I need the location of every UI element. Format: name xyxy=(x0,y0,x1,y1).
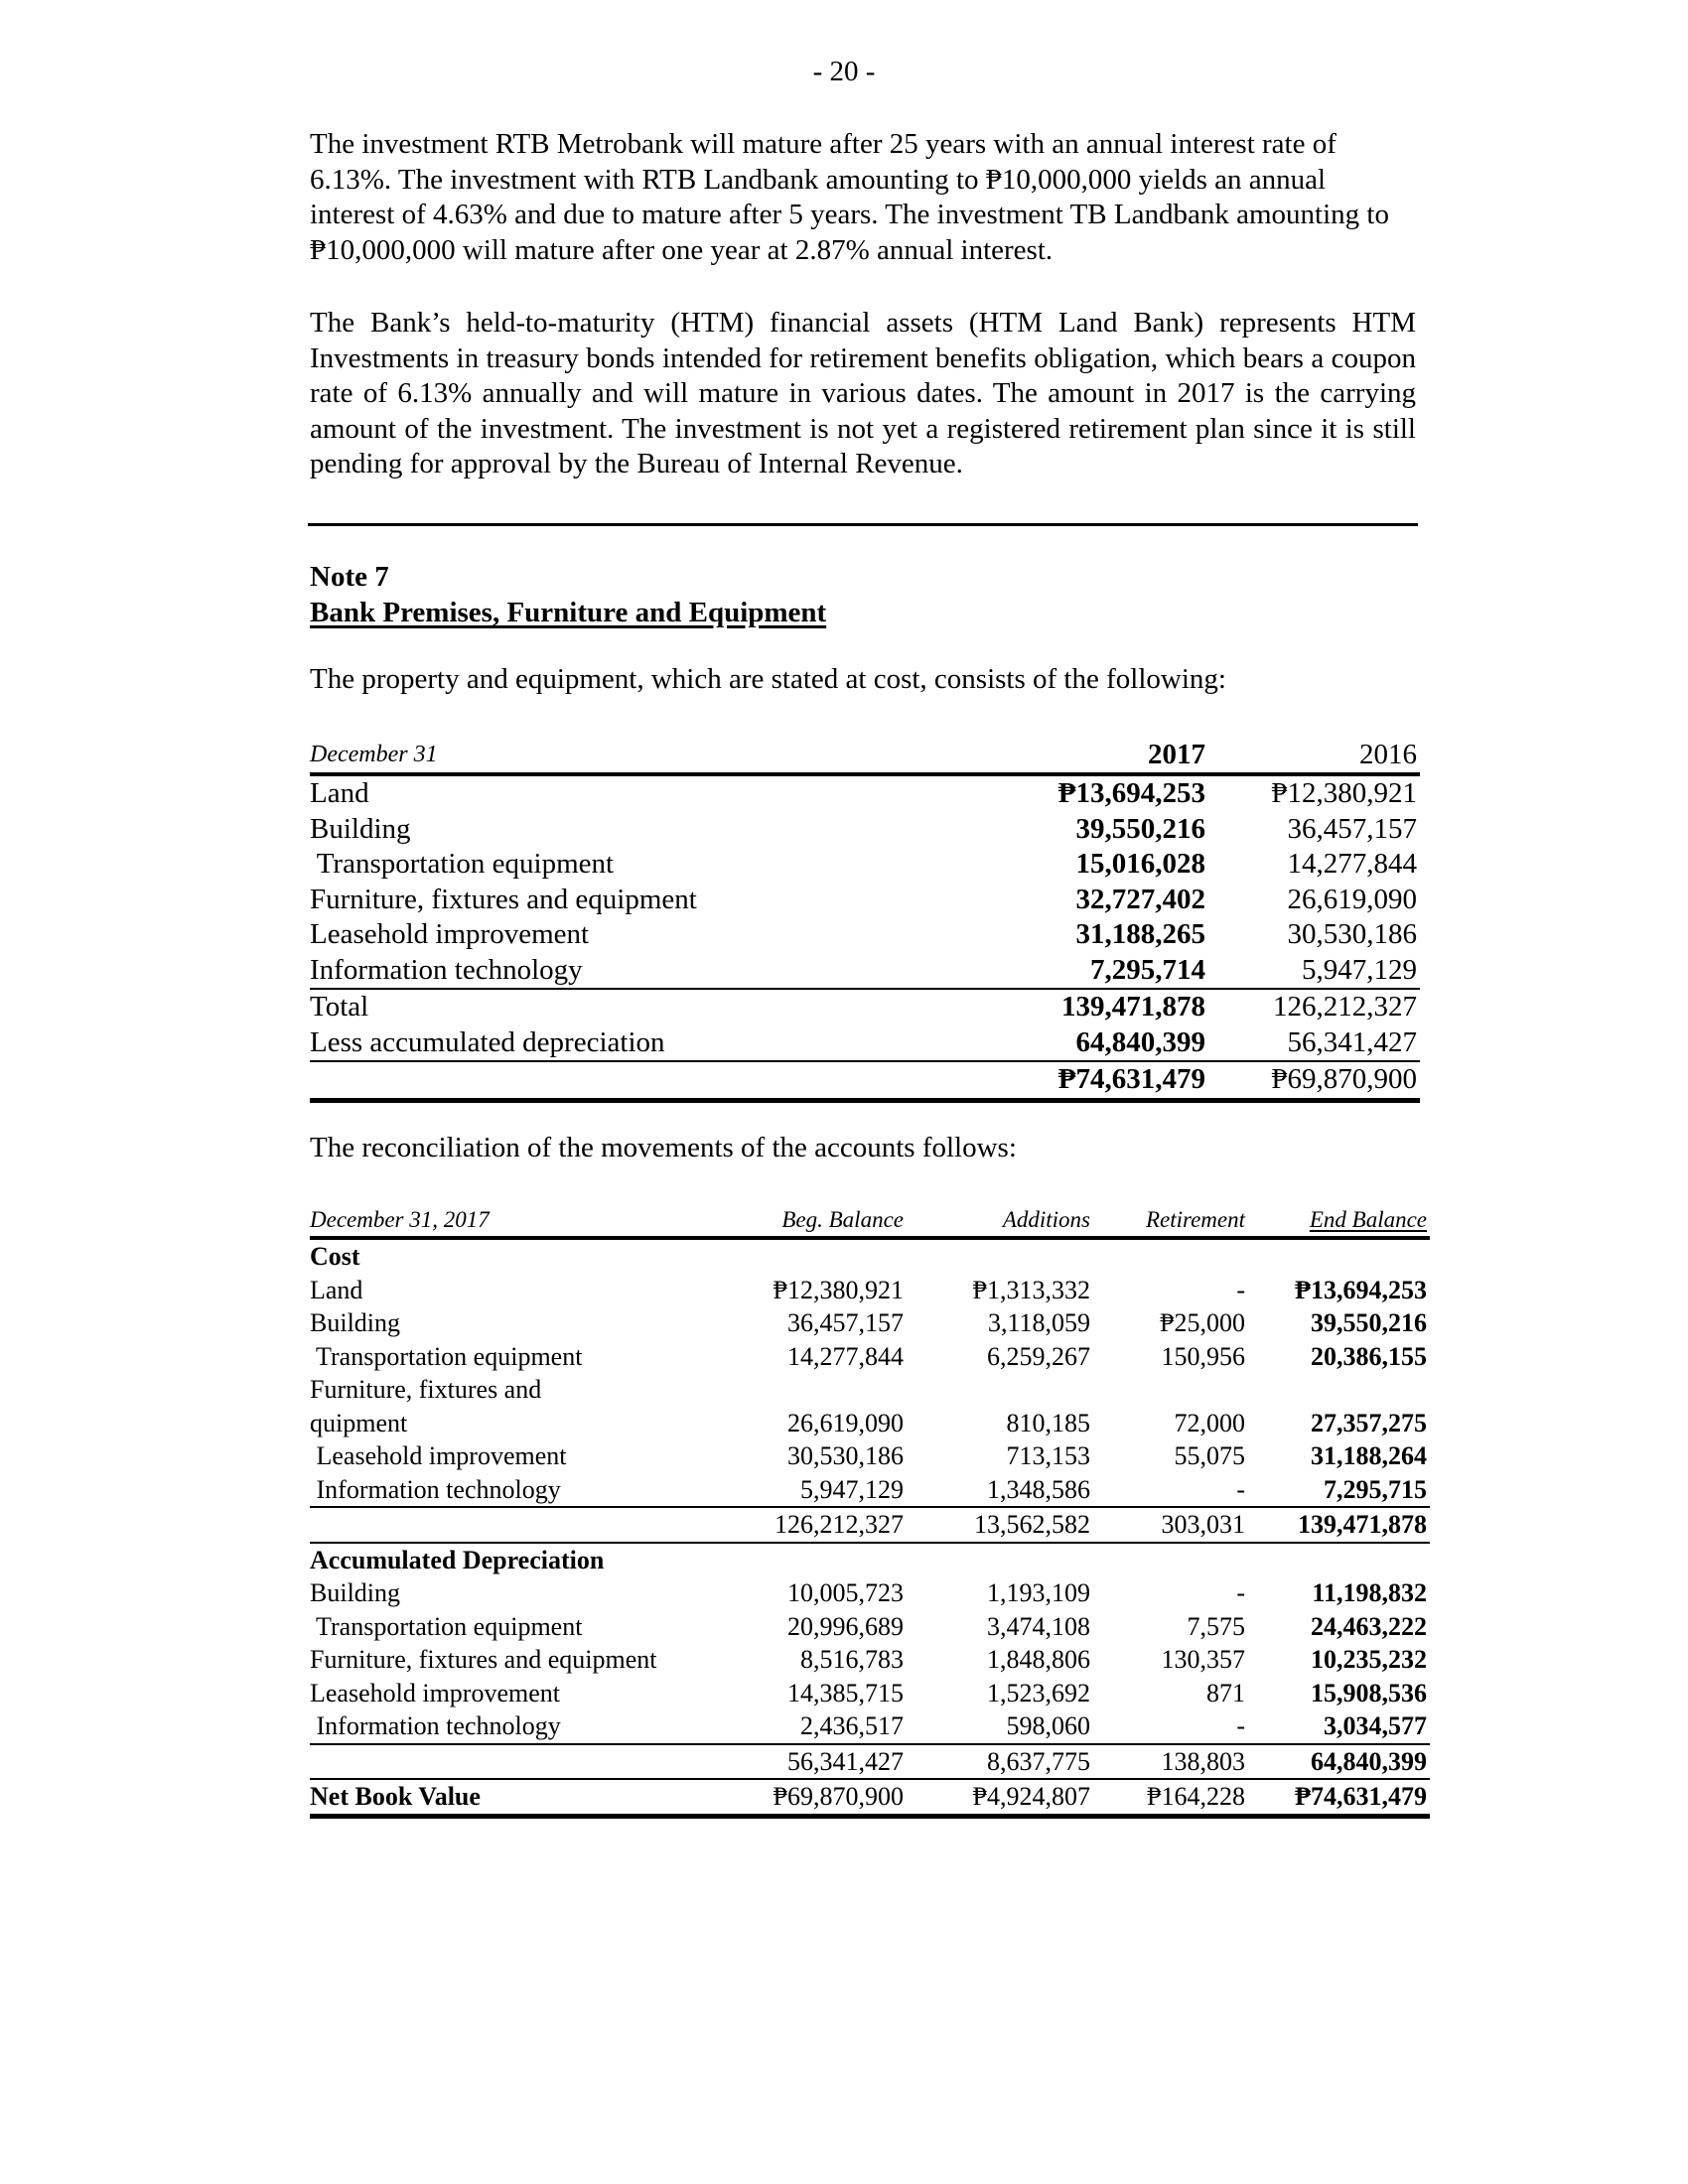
net-book-value-row xyxy=(310,1778,1430,1819)
row-label: Land xyxy=(310,777,369,809)
value-2016: 14,277,844 xyxy=(1287,848,1417,880)
end-balance: 10,235,232 xyxy=(1311,1645,1427,1674)
value-2016: 126,212,327 xyxy=(1273,991,1417,1023)
retirement: - xyxy=(1236,1711,1245,1740)
additions: 13,562,582 xyxy=(974,1510,1090,1539)
note-number: Note 7 xyxy=(310,561,389,593)
row-label: Total xyxy=(310,991,369,1023)
beg-balance: 126,212,327 xyxy=(774,1510,904,1539)
end-balance: ₱74,631,479 xyxy=(1295,1782,1427,1811)
value-2017: 39,550,216 xyxy=(1075,812,1205,845)
end-balance: 15,908,536 xyxy=(1311,1678,1427,1707)
value-2017: ₱74,631,479 xyxy=(1057,1063,1205,1095)
beg-balance: 2,436,517 xyxy=(800,1711,904,1740)
additions: 8,637,775 xyxy=(987,1746,1090,1776)
page-number: - 20 - xyxy=(812,56,876,87)
end-balance: 39,550,216 xyxy=(1311,1308,1427,1337)
value-2016: ₱69,870,900 xyxy=(1271,1063,1417,1095)
additions: 598,060 xyxy=(1006,1711,1090,1740)
end-balance: 139,471,878 xyxy=(1298,1510,1427,1539)
table-row xyxy=(310,1677,1430,1710)
total-row xyxy=(310,988,1420,1025)
property-equipment-table xyxy=(310,737,1420,1103)
value-2017: 31,188,265 xyxy=(1075,918,1205,950)
end-balance: 64,840,399 xyxy=(1311,1746,1427,1776)
row-label: Less accumulated depreciation xyxy=(310,1025,665,1058)
beg-balance: ₱12,380,921 xyxy=(773,1275,904,1304)
header-end-balance: End Balance xyxy=(1309,1207,1427,1232)
additions: 6,259,267 xyxy=(987,1341,1090,1371)
row-label: Building xyxy=(310,812,411,845)
table-row xyxy=(310,1274,1430,1307)
row-label: Information technology xyxy=(310,953,583,986)
beg-balance: 56,341,427 xyxy=(787,1746,904,1776)
reconciliation-table xyxy=(310,1203,1430,1819)
reconciliation-intro: The reconciliation of the movements of the accounts follows: xyxy=(310,1132,1017,1163)
value-2017: 7,295,714 xyxy=(1090,953,1205,986)
row-label: Leasehold improvement xyxy=(310,918,590,950)
note-heading xyxy=(310,559,826,630)
value-2016: 56,341,427 xyxy=(1287,1025,1417,1058)
additions: 1,348,586 xyxy=(987,1474,1090,1504)
end-balance: 27,357,275 xyxy=(1311,1408,1427,1437)
value-2016: 26,619,090 xyxy=(1287,883,1417,915)
retirement: 871 xyxy=(1206,1678,1245,1707)
paragraph-investments: The investment RTB Metrobank will mature after 25 years with an annual interest rate of 6.13%. The investment with RTB Landbank amounting to ₱10,000,000 yields an annual interest of 4.63% and due to mature after 5 years. The investment TB Landbank amounting to ₱10,000,000 will mature after one year at 2.87% annual interest. xyxy=(310,128,1389,266)
additions: ₱1,313,332 xyxy=(972,1275,1090,1304)
section-cost xyxy=(310,1240,1430,1274)
end-balance: 24,463,222 xyxy=(1311,1611,1427,1641)
table-header xyxy=(310,737,1420,776)
retirement: - xyxy=(1236,1578,1245,1607)
row-label: Leasehold improvement xyxy=(310,1678,560,1707)
retirement: 55,075 xyxy=(1174,1441,1245,1470)
retirement: - xyxy=(1236,1474,1245,1504)
beg-balance: 30,530,186 xyxy=(787,1441,904,1470)
row-label: Transportation equipment xyxy=(310,1611,583,1641)
retirement: - xyxy=(1236,1275,1245,1304)
additions: 1,523,692 xyxy=(987,1678,1090,1707)
table-row xyxy=(310,1473,1430,1507)
table-row xyxy=(310,917,1420,953)
additions: 713,153 xyxy=(1006,1441,1090,1470)
table-row xyxy=(310,847,1420,883)
additions: 1,848,806 xyxy=(987,1645,1090,1674)
value-2017: 139,471,878 xyxy=(1061,991,1205,1023)
table-row xyxy=(310,1610,1430,1644)
beg-balance: 26,619,090 xyxy=(787,1408,904,1437)
end-balance: 31,188,264 xyxy=(1311,1441,1427,1470)
beg-balance: ₱69,870,900 xyxy=(773,1782,904,1811)
row-label: Information technology xyxy=(310,1711,561,1740)
retirement: 303,031 xyxy=(1161,1510,1245,1539)
table-row xyxy=(310,1306,1430,1340)
value-2017: 64,840,399 xyxy=(1075,1025,1205,1058)
table-row xyxy=(310,883,1420,918)
depreciation-row xyxy=(310,1025,1420,1061)
beg-balance: 14,385,715 xyxy=(787,1678,904,1707)
row-label: Information technology xyxy=(310,1474,561,1504)
section-divider xyxy=(308,523,1418,526)
header-additions: Additions xyxy=(1002,1207,1090,1232)
table-row xyxy=(310,1373,1430,1407)
beg-balance: 5,947,129 xyxy=(800,1474,904,1504)
net-row xyxy=(310,1060,1420,1103)
table-row xyxy=(310,1407,1430,1440)
header-retirement: Retirement xyxy=(1145,1207,1245,1232)
row-label: Furniture, fixtures and xyxy=(310,1375,542,1404)
retirement: ₱164,228 xyxy=(1147,1782,1245,1811)
header-date-label: December 31, 2017 xyxy=(310,1207,490,1232)
table-row xyxy=(310,1643,1430,1677)
table-row xyxy=(310,812,1420,848)
beg-balance: 20,996,689 xyxy=(787,1611,904,1641)
beg-balance: 36,457,157 xyxy=(787,1308,904,1337)
row-label: Building xyxy=(310,1578,401,1607)
table-row xyxy=(310,1340,1430,1374)
section-accumulated-depreciation xyxy=(310,1544,1430,1577)
header-beg-balance: Beg. Balance xyxy=(781,1207,904,1232)
depreciation-subtotal-row xyxy=(310,1743,1430,1779)
additions: 3,474,108 xyxy=(987,1611,1090,1641)
beg-balance: 10,005,723 xyxy=(787,1578,904,1607)
table-row xyxy=(310,1576,1430,1610)
row-label: Leasehold improvement xyxy=(310,1441,567,1470)
cost-subtotal-row xyxy=(310,1506,1430,1544)
row-label: Net Book Value xyxy=(310,1782,481,1811)
end-balance: 3,034,577 xyxy=(1324,1711,1427,1740)
end-balance: 20,386,155 xyxy=(1311,1341,1427,1371)
table-row xyxy=(310,776,1420,812)
end-balance: ₱13,694,253 xyxy=(1295,1275,1427,1304)
value-2017: 15,016,028 xyxy=(1075,848,1205,880)
header-2016: 2016 xyxy=(1359,739,1417,770)
note-title: Bank Premises, Furniture and Equipment xyxy=(310,597,827,628)
additions: 1,193,109 xyxy=(987,1578,1090,1607)
row-label: Transportation equipment xyxy=(310,848,615,880)
note-intro: The property and equipment, which are stated at cost, consists of the following: xyxy=(310,663,1226,695)
value-2016: 5,947,129 xyxy=(1302,953,1417,986)
table-row xyxy=(310,1439,1430,1473)
row-label: Transportation equipment xyxy=(310,1341,583,1371)
additions: ₱4,924,807 xyxy=(972,1782,1090,1811)
beg-balance: 8,516,783 xyxy=(800,1645,904,1674)
row-label: Building xyxy=(310,1308,401,1337)
retirement: 72,000 xyxy=(1174,1408,1245,1437)
end-balance: 11,198,832 xyxy=(1312,1578,1427,1607)
row-label: Land xyxy=(310,1275,363,1304)
end-balance: 7,295,715 xyxy=(1324,1474,1427,1504)
table-header xyxy=(310,1203,1430,1240)
table-row xyxy=(310,953,1420,989)
row-label: Furniture, fixtures and equipment xyxy=(310,883,697,915)
section-title: Accumulated Depreciation xyxy=(310,1545,605,1574)
paragraph-htm-assets: The Bank’s held-to-maturity (HTM) financial assets (HTM Land Bank) represents HTM Investments in treasury bonds intended for retirement benefits obligation, which bears a coupon rate of 6.13% annually and will mature in various dates. The amount in 2017 is the carrying amount of the investment. The investment is not yet a registered retirement plan since it is still pending for approval by the Bureau of Internal Revenue. xyxy=(310,307,1416,480)
retirement: 138,803 xyxy=(1161,1746,1245,1776)
additions: 3,118,059 xyxy=(987,1308,1090,1337)
header-2017: 2017 xyxy=(1148,739,1205,770)
retirement: 130,357 xyxy=(1161,1645,1245,1674)
additions: 810,185 xyxy=(1006,1408,1090,1437)
retirement: ₱25,000 xyxy=(1160,1308,1245,1337)
value-2017: ₱13,694,253 xyxy=(1057,777,1205,809)
beg-balance: 14,277,844 xyxy=(787,1341,904,1371)
value-2016: ₱12,380,921 xyxy=(1271,777,1417,809)
section-title: Cost xyxy=(310,1242,360,1271)
value-2017: 32,727,402 xyxy=(1075,883,1205,915)
row-label: Furniture, fixtures and equipment xyxy=(310,1645,657,1674)
retirement: 150,956 xyxy=(1161,1341,1245,1371)
retirement: 7,575 xyxy=(1187,1611,1245,1641)
header-date-label: December 31 xyxy=(310,742,438,767)
value-2016: 30,530,186 xyxy=(1287,918,1417,950)
table-row xyxy=(310,1709,1430,1743)
row-label: quipment xyxy=(310,1408,408,1437)
value-2016: 36,457,157 xyxy=(1287,812,1417,845)
